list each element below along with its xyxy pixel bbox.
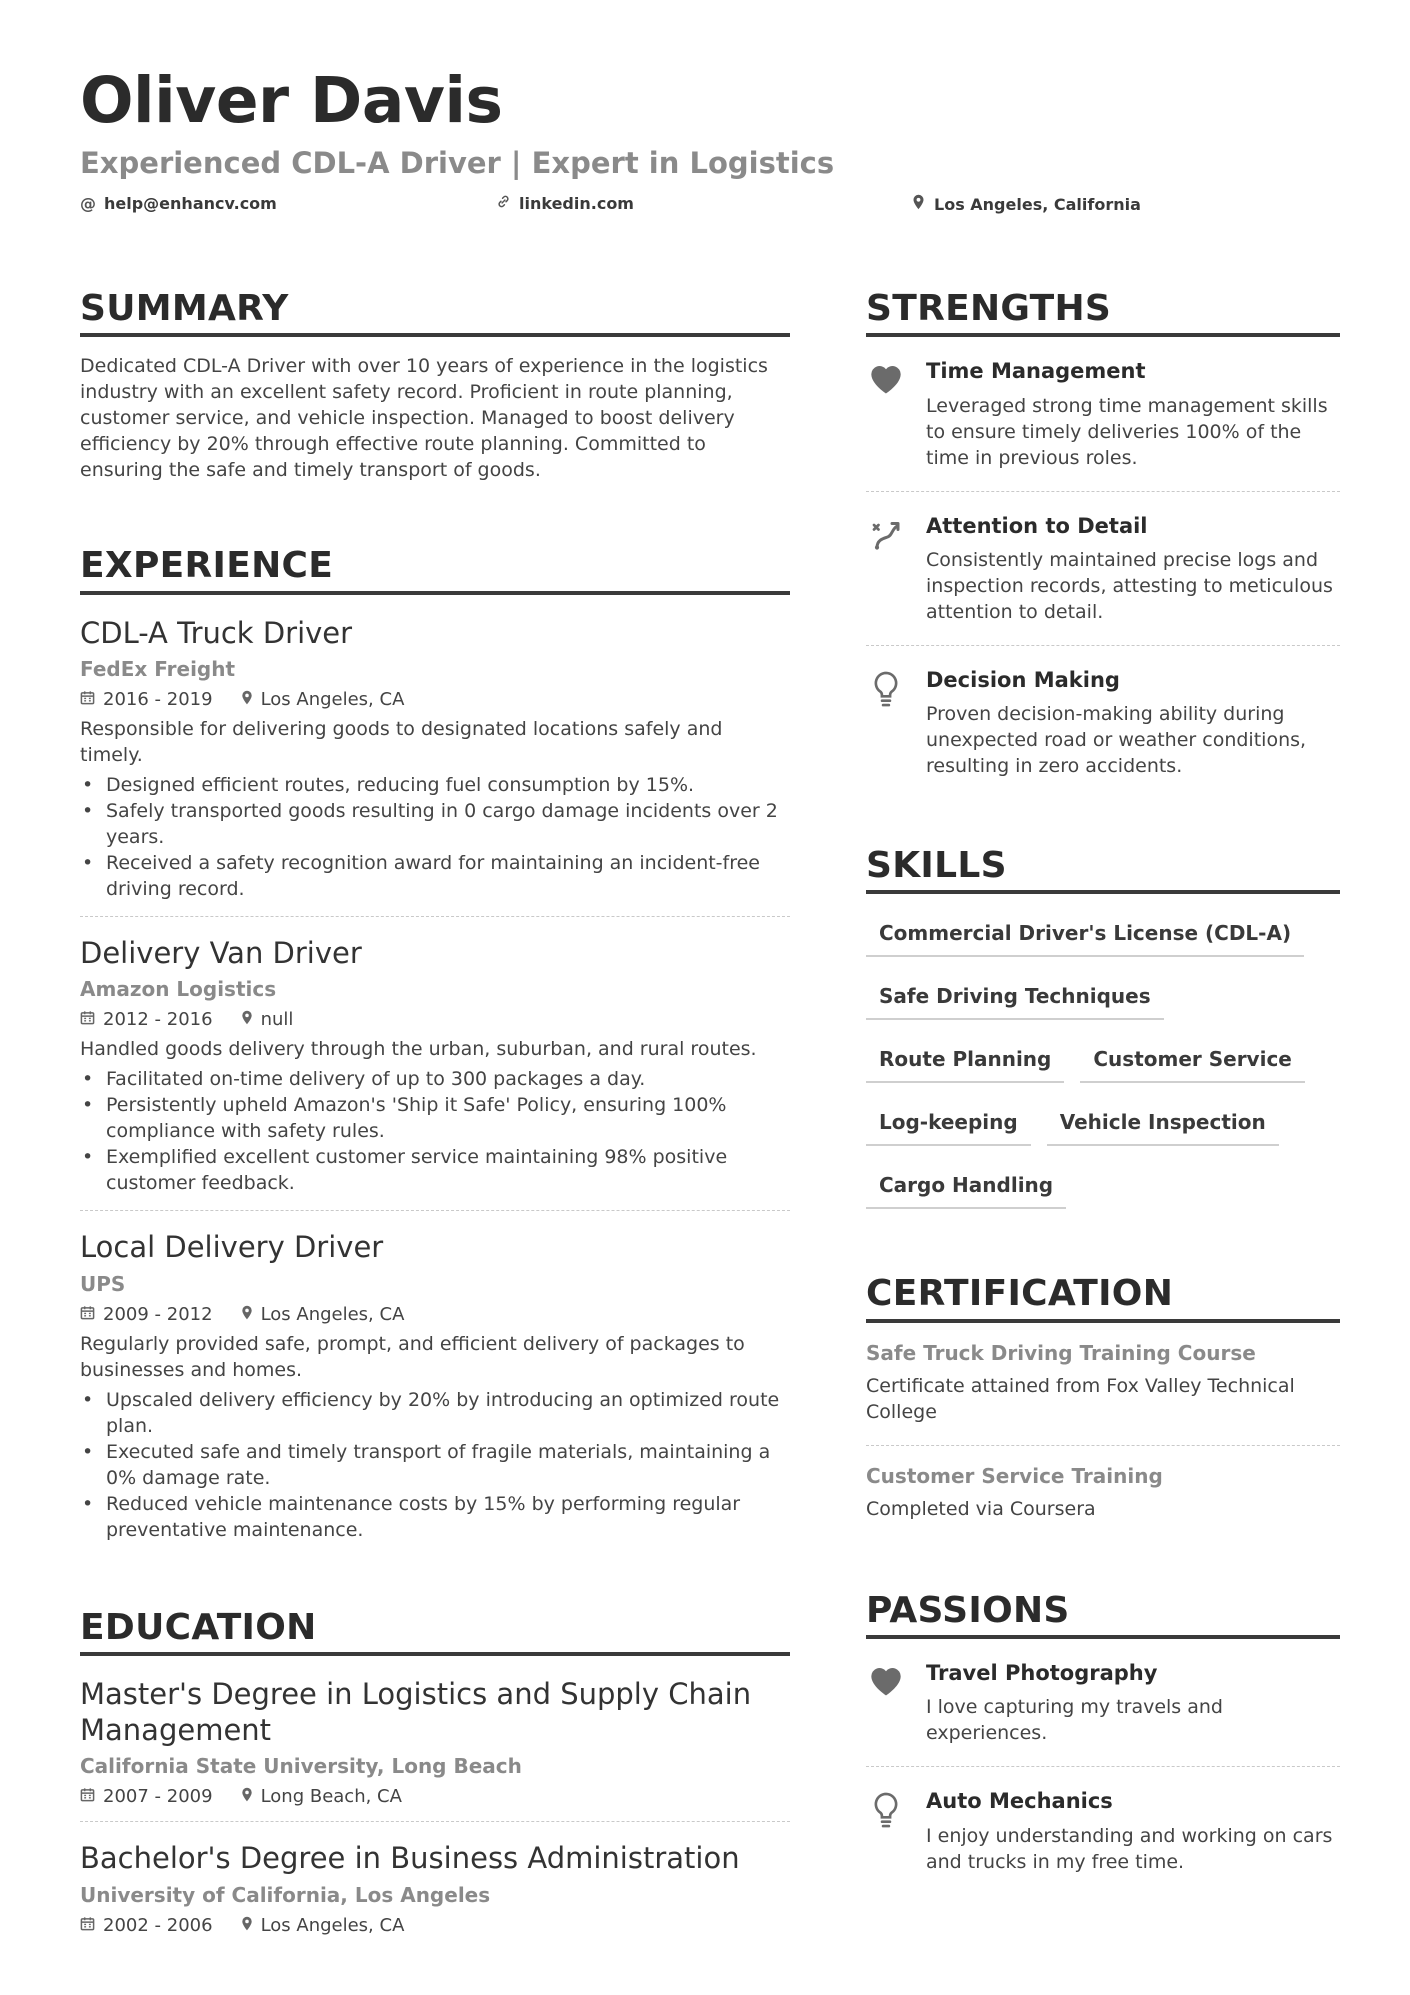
calendar-icon	[80, 1305, 95, 1324]
location	[241, 1304, 405, 1325]
date-text: 2012 - 2016	[103, 1009, 213, 1031]
strengths-item	[866, 645, 1340, 799]
lightbulb-icon	[866, 668, 906, 779]
certification-entry	[866, 1323, 1340, 1445]
experience-section	[80, 545, 790, 1556]
achievement-list	[80, 1066, 790, 1196]
map-pin-icon	[241, 690, 253, 709]
skills-list	[866, 912, 1340, 1209]
strengths-section	[866, 288, 1340, 799]
strengths-item	[866, 491, 1340, 645]
skill-tag: Vehicle Inspection	[1047, 1101, 1279, 1146]
education-entry	[80, 1676, 790, 1822]
contact-bar	[80, 194, 1330, 216]
strengths-heading: STRENGTHS	[866, 288, 1340, 337]
location-text: Long Beach, CA	[260, 1786, 402, 1808]
strengths-text: Proven decision-making ability during unexpected road or weather conditions, resulting in zero accidents.	[926, 702, 1307, 777]
education-section	[80, 1607, 790, 1950]
education-entry	[80, 1821, 790, 1949]
strengths-list	[866, 337, 1340, 799]
location	[241, 1915, 405, 1936]
job-title: CDL-A Truck Driver	[80, 615, 353, 650]
certification-list	[866, 1323, 1340, 1542]
date-text: 2007 - 2009	[103, 1786, 213, 1808]
map-pin-icon	[241, 1305, 253, 1324]
contact-linkedin[interactable]	[495, 194, 634, 213]
date-range	[80, 1786, 213, 1807]
contact-location	[910, 194, 1141, 214]
experience-entry	[80, 916, 790, 1210]
achievement-item: • Reduced vehicle maintenance costs by 15% by performing regular preventative maintenance.	[80, 1491, 790, 1543]
certification-heading: CERTIFICATION	[866, 1273, 1340, 1322]
job-description: Responsible for delivering goods to designated locations safely and timely.	[80, 718, 723, 767]
calendar-icon	[80, 1916, 95, 1935]
date-range	[80, 1009, 213, 1030]
skill-tag: Commercial Driver's License (CDL-A)	[866, 912, 1304, 957]
skills-heading: SKILLS	[866, 845, 1340, 894]
location-text: null	[260, 1009, 294, 1031]
map-pin-icon	[910, 194, 926, 214]
date-text: 2009 - 2012	[103, 1303, 213, 1325]
skill-tag: Route Planning	[866, 1038, 1064, 1083]
route-icon	[866, 514, 906, 625]
left-column	[80, 288, 790, 1950]
strengths-text: Leveraged strong time management skills to ensure timely deliveries 100% of the time in previous roles.	[926, 394, 1328, 469]
location-text: Los Angeles, CA	[260, 689, 405, 711]
certification-title: Customer Service Training	[866, 1463, 1163, 1488]
passions-title: Auto Mechanics	[926, 1789, 1113, 1814]
link-icon	[495, 194, 511, 213]
strengths-title: Time Management	[926, 359, 1146, 384]
contact-email[interactable]	[80, 194, 277, 213]
passions-list	[866, 1639, 1340, 1894]
date-range	[80, 689, 213, 710]
location	[241, 1786, 402, 1807]
meta-row	[80, 1915, 790, 1936]
lightbulb-icon	[866, 1789, 906, 1874]
passions-item	[866, 1766, 1340, 1894]
date-range	[80, 1304, 213, 1325]
meta-row	[80, 1304, 790, 1325]
achievement-item: • Received a safety recognition award for maintaining an incident-free driving record.	[80, 850, 790, 902]
achievement-item: • Safely transported goods resulting in 0 cargo damage incidents over 2 years.	[80, 798, 790, 850]
education-list	[80, 1676, 790, 1950]
summary-text: Dedicated CDL-A Driver with over 10 years of experience in the logistics industry with an excellent safety record. Proficient in route planning, customer service, and vehicle inspection. Managed to boost delivery efficiency by 20% through effective route planning. Committed to ensuring the safe and timely transport of goods.	[80, 355, 768, 482]
degree-title: Bachelor's Degree in Business Administration	[80, 1841, 740, 1876]
passions-text: I enjoy understanding and working on cars and trucks in my free time.	[926, 1824, 1333, 1873]
certification-text: Certificate attained from Fox Valley Technical College	[866, 1374, 1295, 1423]
degree-title: Master's Degree in Logistics and Supply Chain Management	[80, 1676, 752, 1748]
summary-heading: SUMMARY	[80, 288, 790, 337]
passions-section	[866, 1590, 1340, 1895]
passions-heading: PASSIONS	[866, 1590, 1340, 1639]
map-pin-icon	[241, 1787, 253, 1806]
school-name: California State University, Long Beach	[80, 1754, 522, 1779]
job-title: Local Delivery Driver	[80, 1230, 384, 1265]
passions-title: Travel Photography	[926, 1661, 1158, 1686]
skill-tag: Cargo Handling	[866, 1164, 1066, 1209]
job-description: Regularly provided safe, prompt, and efficient delivery of packages to businesses and homes.	[80, 1332, 745, 1381]
achievement-list	[80, 1387, 790, 1543]
meta-row	[80, 1009, 790, 1030]
location-text: Los Angeles, CA	[260, 1914, 405, 1936]
achievement-item: • Executed safe and timely transport of fragile materials, maintaining a 0% damage rate.	[80, 1439, 790, 1491]
right-column	[866, 288, 1340, 1895]
strengths-item	[866, 337, 1340, 490]
experience-list	[80, 615, 790, 1557]
skills-section	[866, 845, 1340, 1209]
job-description: Handled goods delivery through the urban, suburban, and rural routes.	[80, 1038, 757, 1061]
date-text: 2002 - 2006	[103, 1914, 213, 1936]
experience-entry	[80, 615, 790, 916]
heart-icon	[866, 359, 906, 470]
calendar-icon	[80, 690, 95, 709]
certification-title: Safe Truck Driving Training Course	[866, 1340, 1256, 1365]
summary-section	[80, 288, 790, 483]
strengths-title: Attention to Detail	[926, 513, 1148, 538]
skill-tag: Customer Service	[1080, 1038, 1305, 1083]
location	[241, 1009, 294, 1030]
company-name: FedEx Freight	[80, 657, 236, 682]
heart-icon	[866, 1661, 906, 1746]
date-range	[80, 1915, 213, 1936]
location-text: Los Angeles, California	[934, 194, 1141, 214]
achievement-item: • Persistently upheld Amazon's 'Ship it Safe' Policy, ensuring 100% compliance with safety rules.	[80, 1092, 790, 1144]
calendar-icon	[80, 1787, 95, 1806]
linkedin-text: linkedin.com	[519, 194, 634, 213]
achievement-item: • Designed efficient routes, reducing fuel consumption by 15%.	[80, 772, 790, 798]
skill-tag: Safe Driving Techniques	[866, 975, 1164, 1020]
meta-row	[80, 689, 790, 710]
certification-section	[866, 1273, 1340, 1541]
passions-item	[866, 1639, 1340, 1766]
location	[241, 689, 405, 710]
strengths-title: Decision Making	[926, 667, 1120, 692]
map-pin-icon	[241, 1010, 253, 1029]
experience-heading: EXPERIENCE	[80, 545, 790, 594]
calendar-icon	[80, 1010, 95, 1029]
certification-entry	[866, 1445, 1340, 1542]
achievement-item: • Exemplified excellent customer service maintaining 98% positive customer feedback.	[80, 1144, 790, 1196]
candidate-title: Experienced CDL-A Driver | Expert in Logistics	[80, 146, 835, 180]
company-name: Amazon Logistics	[80, 977, 277, 1002]
company-name: UPS	[80, 1271, 126, 1296]
certification-text: Completed via Coursera	[866, 1497, 1096, 1520]
date-text: 2016 - 2019	[103, 689, 213, 711]
map-pin-icon	[241, 1916, 253, 1935]
at-icon: @	[80, 194, 96, 213]
location-text: Los Angeles, CA	[260, 1303, 405, 1325]
skill-tag: Log-keeping	[866, 1101, 1031, 1146]
candidate-name: Oliver Davis	[80, 64, 503, 137]
meta-row	[80, 1786, 790, 1807]
strengths-text: Consistently maintained precise logs and inspection records, attesting to meticulous attention to detail.	[926, 548, 1333, 623]
experience-entry	[80, 1210, 790, 1556]
email-text: help@enhancv.com	[104, 194, 277, 213]
passions-text: I love capturing my travels and experiences.	[926, 1696, 1223, 1745]
achievement-list	[80, 772, 790, 902]
achievement-item: • Upscaled delivery efficiency by 20% by introducing an optimized route plan.	[80, 1387, 790, 1439]
school-name: University of California, Los Angeles	[80, 1882, 491, 1907]
achievement-item: • Facilitated on-time delivery of up to 300 packages a day.	[80, 1066, 790, 1092]
education-heading: EDUCATION	[80, 1607, 790, 1656]
job-title: Delivery Van Driver	[80, 936, 362, 971]
